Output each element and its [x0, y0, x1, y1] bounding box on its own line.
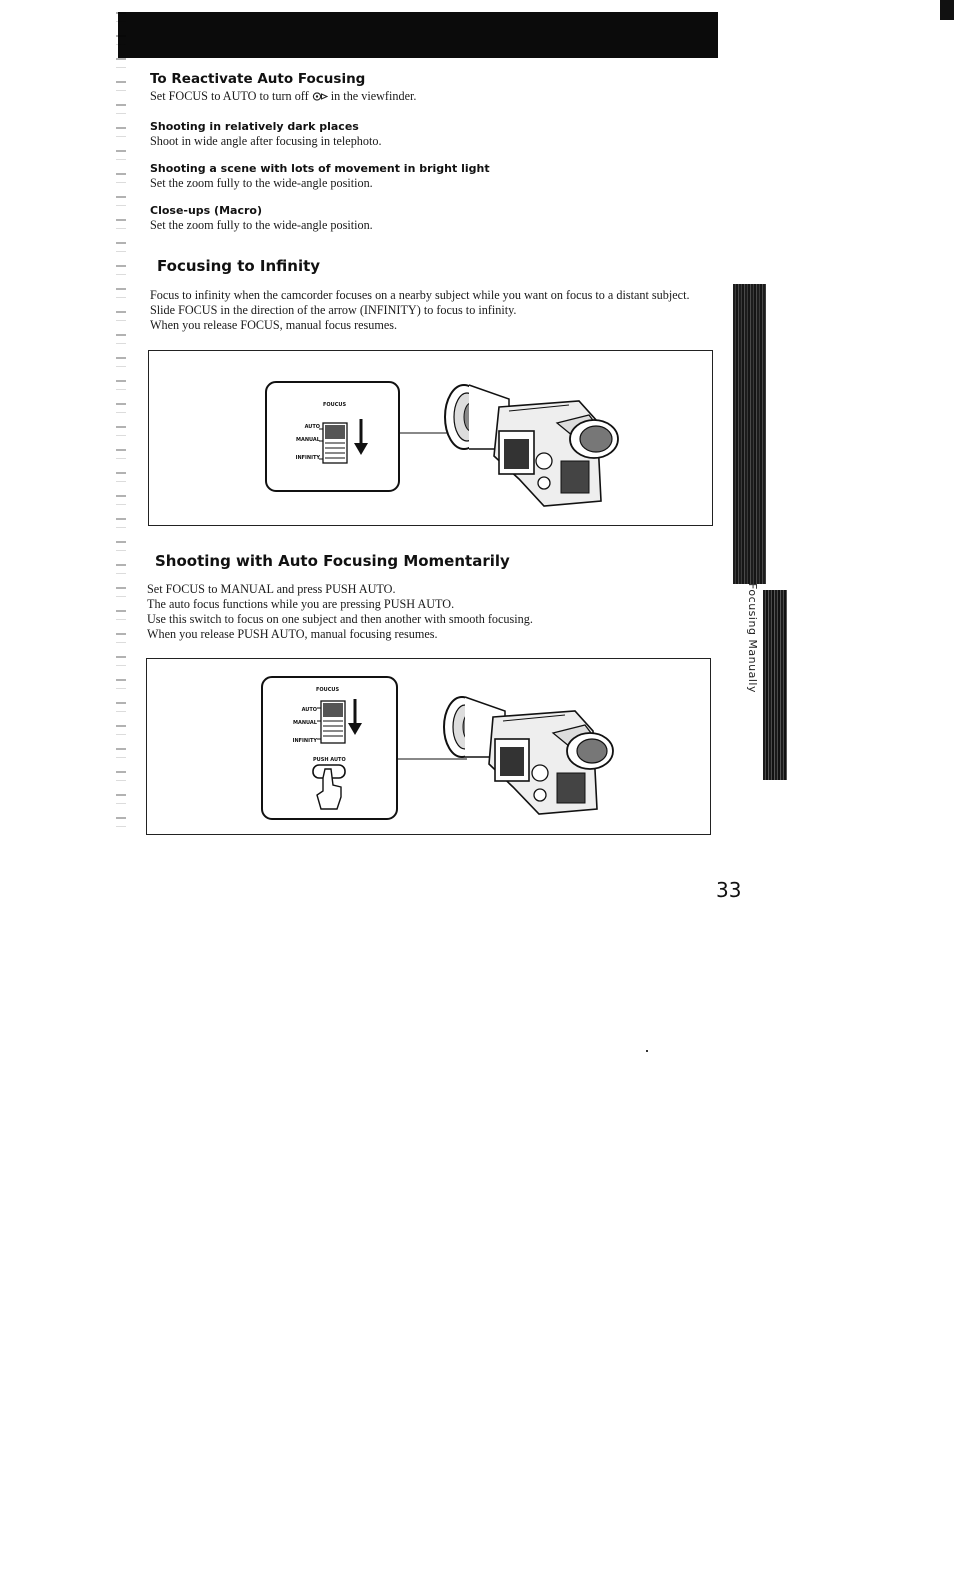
side-tab-label: [745, 583, 759, 693]
side-tab-label-text: Focusing Manually: [746, 583, 759, 693]
text-reactivate-before: Set FOCUS to AUTO to turn off: [150, 89, 309, 103]
push-auto-label: PUSH AUTO: [313, 757, 346, 763]
camcorder-push-auto-illustration: [147, 659, 710, 834]
heading-reactivate: To Reactivate Auto Focusing: [150, 71, 366, 87]
page-number: 33: [716, 878, 742, 902]
text-momentary: [147, 582, 717, 642]
switch2-title: FOUCUS: [316, 687, 340, 693]
text-macro: Set the zoom fully to the wide-angle position.: [150, 218, 373, 232]
corner-mark: [940, 0, 954, 20]
switch-label-manual: MANUAL: [296, 437, 320, 443]
switch2-label-auto: AUTO: [301, 707, 317, 713]
figure-infinity: [148, 350, 713, 526]
text-reactivate: [150, 89, 416, 104]
header-bar: [118, 12, 718, 58]
text-momentary-p4: When you release PUSH AUTO, manual focusing resumes.: [147, 627, 438, 641]
heading-macro: Close-ups (Macro): [150, 204, 262, 217]
switch-label-auto: AUTO: [304, 424, 320, 430]
text-infinity: [150, 288, 715, 333]
text-bright-light: Set the zoom fully to the wide-angle position.: [150, 176, 373, 190]
switch-label-infinity: INFINITY: [295, 455, 320, 461]
scan-edge: [116, 12, 126, 832]
heading-dark-places: Shooting in relatively dark places: [150, 120, 359, 133]
heading-momentary: Shooting with Auto Focusing Momentarily: [155, 552, 510, 570]
side-tab-bar: [733, 284, 766, 584]
text-infinity-p1: Focus to infinity when the camcorder focuses on a nearby subject while you want on focus to a distant subject.: [150, 288, 690, 302]
text-momentary-p3: Use this switch to focus on one subject and then another with smooth focusing.: [147, 612, 533, 626]
switch2-label-infinity: INFINITY: [292, 738, 317, 744]
text-dark-places: Shoot in wide angle after focusing in telephoto.: [150, 134, 382, 148]
camcorder-illustration: [149, 351, 712, 525]
switch2-label-manual: MANUAL: [293, 720, 317, 726]
text-momentary-p2: The auto focus functions while you are pressing PUSH AUTO.: [147, 597, 455, 611]
heading-infinity: Focusing to Infinity: [157, 257, 321, 275]
speck: [646, 1050, 648, 1052]
text-reactivate-after: in the viewfinder.: [330, 89, 417, 103]
switch-title: FOUCUS: [323, 402, 347, 408]
text-momentary-p1: Set FOCUS to MANUAL and press PUSH AUTO.: [147, 582, 396, 596]
text-infinity-p2: Slide FOCUS in the direction of the arrow (INFINITY) to focus to infinity.: [150, 303, 517, 317]
figure-push-auto: [146, 658, 711, 835]
side-tab-bar-lower: [763, 590, 787, 780]
manual-focus-indicator-icon: [312, 91, 328, 102]
text-infinity-p3: When you release FOCUS, manual focus resumes.: [150, 318, 398, 332]
heading-bright-light: Shooting a scene with lots of movement in bright light: [150, 162, 490, 175]
